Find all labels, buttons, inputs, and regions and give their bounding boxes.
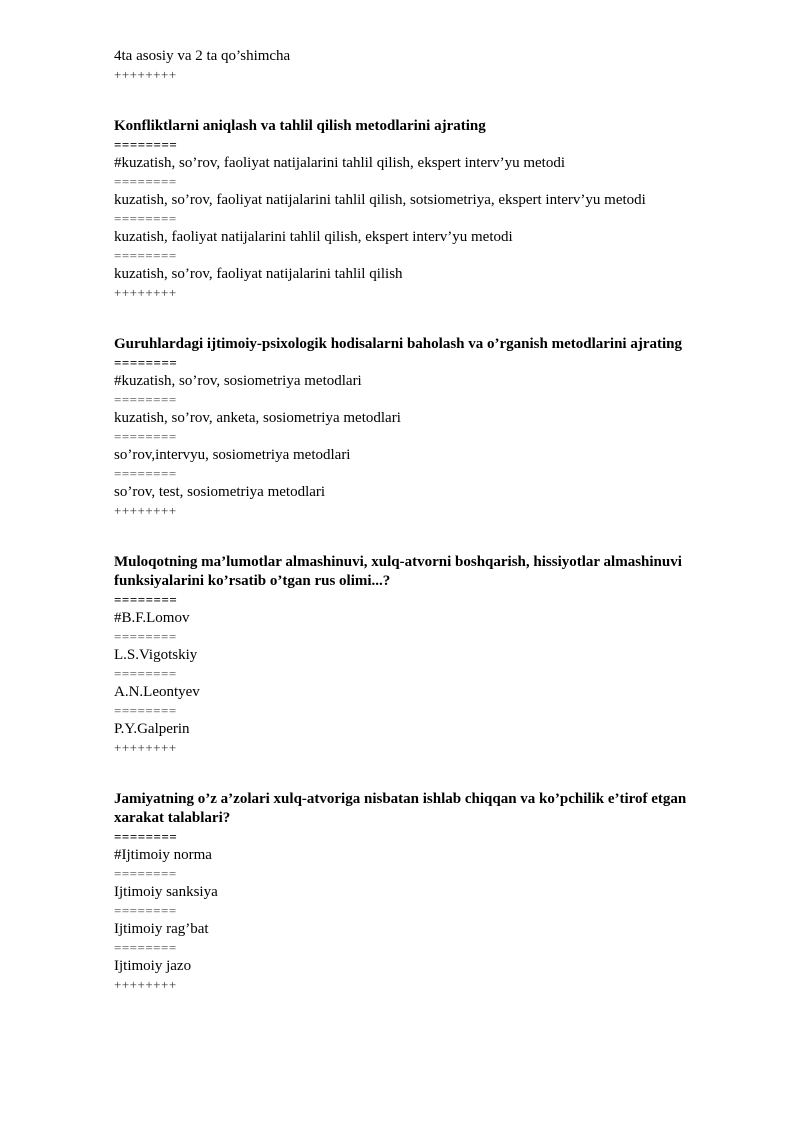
answer-option: #Ijtimoiy norma [114, 847, 212, 863]
block-end-marker: ++++++++ [114, 285, 177, 300]
question-text: Jamiyatning o’z a’zolari xulq-atvoriga nisbatan ishlab chiqqan va ko’pchilik e’tirof etgan xarakat talablari? [114, 791, 687, 826]
question-text: Konfliktlarni aniqlash va tahlil qilish metodlarini ajrating [114, 118, 486, 134]
answer-option: #kuzatish, so’rov, sosiometriya metodlari [114, 373, 362, 389]
document-page [114, 47, 734, 994]
answer-option: kuzatish, faoliyat natijalarini tahlil qilish, ekspert interv’yu metodi [114, 229, 513, 245]
separator: ======== [114, 940, 177, 955]
separator: ======== [114, 666, 177, 681]
separator: ======== [114, 466, 177, 481]
spacer [114, 302, 734, 335]
question-block-4 [114, 790, 734, 994]
answer-option: kuzatish, so’rov, faoliyat natijalarini tahlil qilish, sotsiometriya, ekspert interv’yu metodi [114, 192, 646, 208]
question-block-2 [114, 335, 734, 520]
separator: ======== [114, 703, 177, 718]
separator: ======== [114, 174, 177, 189]
answer-option: #kuzatish, so’rov, faoliyat natijalarini tahlil qilish, ekspert interv’yu metodi [114, 155, 566, 171]
answer-option: A.N.Leontyev [114, 684, 200, 700]
separator: ======== [114, 903, 177, 918]
answer-option: so’rov,intervyu, sosiometriya metodlari [114, 447, 351, 463]
spacer [114, 84, 734, 117]
separator: ======== [114, 137, 178, 152]
separator: ======== [114, 829, 178, 844]
answer-option: kuzatish, so’rov, anketa, sosiometriya metodlari [114, 410, 401, 426]
answer-option: Ijtimoiy rag’bat [114, 921, 209, 937]
answer-option: Ijtimoiy jazo [114, 958, 192, 974]
separator: ======== [114, 866, 177, 881]
separator: ======== [114, 211, 177, 226]
separator: ======== [114, 392, 177, 407]
answer-option: L.S.Vigotskiy [114, 647, 198, 663]
separator: ======== [114, 592, 178, 607]
answer-option: #B.F.Lomov [114, 610, 190, 626]
answer-option: Ijtimoiy sanksiya [114, 884, 218, 900]
block-end-marker: ++++++++ [114, 67, 177, 82]
separator: ======== [114, 248, 177, 263]
question-block-3 [114, 553, 734, 757]
block-end-marker: ++++++++ [114, 740, 177, 755]
separator: ======== [114, 629, 177, 644]
question-text: Muloqotning ma’lumotlar almashinuvi, xulq-atvorni boshqarish, hissiyotlar almashinuvi funksiyalarini ko’rsatib o’tgan rus olimi...? [114, 554, 682, 589]
block-end-marker: ++++++++ [114, 977, 177, 992]
spacer [114, 757, 734, 790]
answer-option: so’rov, test, sosiometriya metodlari [114, 484, 326, 500]
intro-text: 4ta asosiy va 2 ta qo’shimcha [114, 48, 291, 64]
question-text: Guruhlardagi ijtimoiy-psixologik hodisalarni baholash va o’rganish metodlarini ajrating [114, 336, 682, 352]
separator: ======== [114, 429, 177, 444]
spacer [114, 520, 734, 553]
answer-option: kuzatish, so’rov, faoliyat natijalarini tahlil qilish [114, 266, 403, 282]
separator: ======== [114, 355, 178, 370]
question-block-1 [114, 117, 734, 302]
block-end-marker: ++++++++ [114, 503, 177, 518]
answer-option: P.Y.Galperin [114, 721, 190, 737]
